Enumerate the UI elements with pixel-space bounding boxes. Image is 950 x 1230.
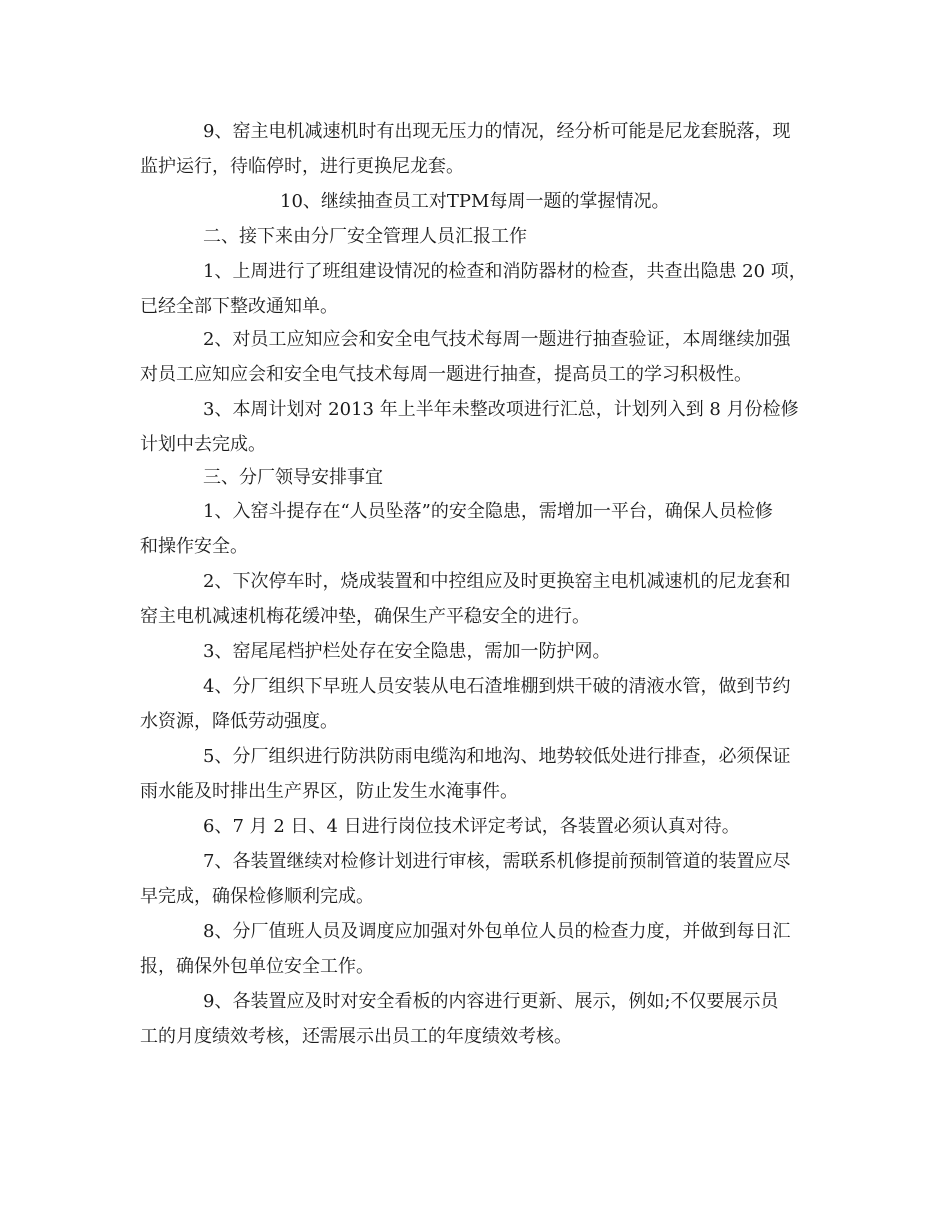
paragraph-line: 2、下次停车时，烧成装置和中控组应及时更换窑主电机减速机的尼龙套和 — [203, 571, 791, 592]
paragraph-line: 10、继续抽查员工对TPM每周一题的掌握情况。 — [280, 191, 670, 212]
paragraph-line: 早完成，确保检修顺利完成。 — [140, 886, 374, 907]
paragraph-line: 3、窑尾尾档护栏处存在安全隐患，需加一防护网。 — [203, 641, 611, 662]
paragraph-line: 水资源，降低劳动强度。 — [140, 711, 338, 732]
section-heading: 三、分厂领导安排事宜 — [203, 467, 383, 488]
paragraph-line: 和操作安全。 — [140, 536, 248, 557]
paragraph-line: 6、7 月 2 日、4 日进行岗位技术评定考试，各装置必须认真对待。 — [203, 816, 740, 837]
paragraph-line: 报，确保外包单位安全工作。 — [140, 956, 374, 977]
paragraph-line: 8、分厂值班人员及调度应加强对外包单位人员的检查力度，并做到每日汇 — [203, 921, 791, 942]
paragraph-line: 3、本周计划对 2013 年上半年未整改项进行汇总，计划列入到 8 月份检修 — [203, 399, 799, 420]
paragraph-line: 工的月度绩效考核，还需展示出员工的年度绩效考核。 — [140, 1026, 572, 1047]
paragraph-line: 监护运行，待临停时，进行更换尼龙套。 — [140, 156, 464, 177]
paragraph-line: 7、各装置继续对检修计划进行审核，需联系机修提前预制管道的装置应尽 — [203, 851, 791, 872]
paragraph-line: 对员工应知应会和安全电气技术每周一题进行抽查，提高员工的学习积极性。 — [140, 364, 752, 385]
paragraph-line: 1、入窑斗提存在“人员坠落”的安全隐患，需增加一平台，确保人员检修 — [203, 501, 773, 522]
paragraph-line: 1、上周进行了班组建设情况的检查和消防器材的检查，共查出隐患 20 项， — [203, 261, 807, 282]
paragraph-line: 窑主电机减速机梅花缓冲垫，确保生产平稳安全的进行。 — [140, 606, 590, 627]
paragraph-line: 9、窑主电机减速机时有出现无压力的情况，经分析可能是尼龙套脱落，现 — [203, 121, 791, 142]
paragraph-line: 9、各装置应及时对安全看板的内容进行更新、展示，例如;不仅要展示员 — [203, 991, 779, 1012]
section-heading: 二、接下来由分厂安全管理人员汇报工作 — [203, 226, 527, 247]
paragraph-line: 雨水能及时排出生产界区，防止发生水淹事件。 — [140, 781, 518, 802]
paragraph-line: 2、对员工应知应会和安全电气技术每周一题进行抽查验证，本周继续加强 — [203, 329, 791, 350]
paragraph-line: 已经全部下整改通知单。 — [140, 296, 338, 317]
paragraph-line: 4、分厂组织下早班人员安装从电石渣堆棚到烘干破的清液水管，做到节约 — [203, 676, 791, 697]
paragraph-line: 计划中去完成。 — [140, 434, 266, 455]
paragraph-line: 5、分厂组织进行防洪防雨电缆沟和地沟、地势较低处进行排查，必须保证 — [203, 746, 791, 767]
